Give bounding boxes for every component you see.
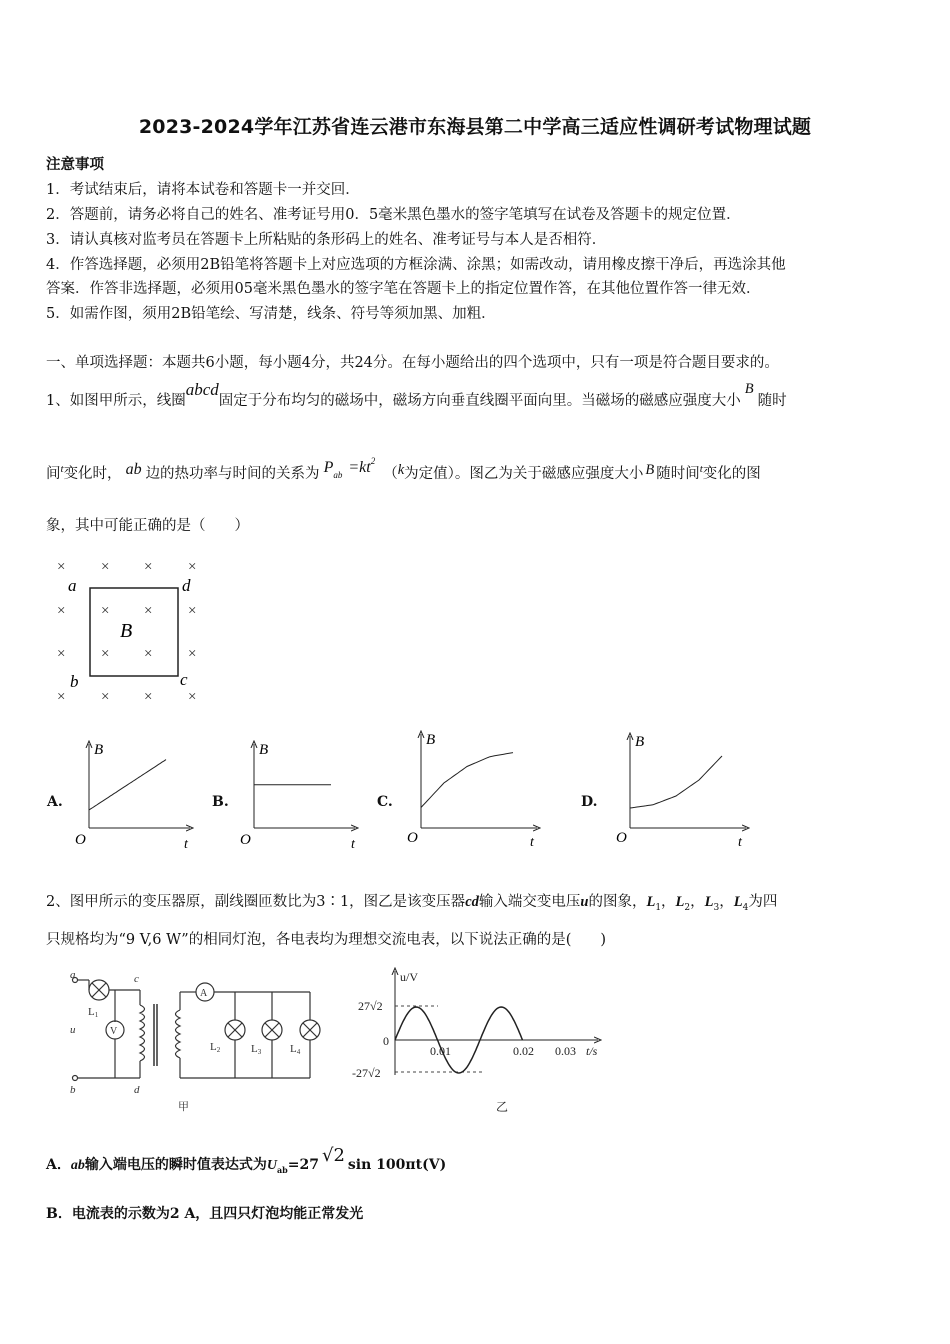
svg-text:d: d [134,1084,140,1096]
notice-item: 2．答题前，请务必将自己的姓名、准考证号用0．5毫米黑色墨水的签字笔填写在试卷及答题卡的规定位置． [46,207,741,223]
cross-mark: × [101,603,110,619]
graph-c[interactable] [404,728,544,850]
notice-heading: 注意事项 [46,156,104,173]
graph-a[interactable] [72,738,197,850]
axis-label-y: B [94,742,104,758]
svg-text:L2: L2 [210,1041,221,1054]
figure-caption-yi: 乙 [496,1100,509,1114]
option-a-label[interactable]: A. [47,794,63,810]
axis-label-y: B [426,732,436,748]
notice-item: 5．如需作图，须用2B铅笔绘、写清楚，线条、符号等须加黑、加粗． [46,306,496,322]
voltage-graph [350,965,620,1120]
y-axis-label: u/V [400,970,418,984]
svg-text:a: a [70,970,76,981]
corner-a: a [68,576,77,595]
transformer-circuit [60,970,360,1115]
curve-a [89,760,166,810]
q1-line2: 间$^t$变化时， ab 边的热功率与时间的关系为 Pab $=kt^2(k$为定值）。图乙为关于磁感应强度大小 B 随时间$^t$变化的图 [46,456,761,482]
q2-option-b[interactable]: B．电流表的示数为2 A，且四只灯泡均能正常发光 [46,1206,364,1222]
svg-text:L3: L3 [251,1043,262,1056]
q1-line1: 1、如图甲所示，线圈abcd固定于分布均匀的磁场中，磁场方向垂直线圈平面向里。当磁场的磁感应强度大小B随时 [46,380,787,409]
tick-label: 0.03 [555,1044,576,1058]
section-heading: 一、单项选择题：本题共6小题，每小题4分，共24分。在每小题给出的四个选项中，只有一项是符合题目要求的。 [46,355,779,371]
axis-label-x: t [530,835,534,850]
cross-mark: × [57,646,66,662]
notice-item: 4．作答选择题，必须用2B铅笔将答题卡上对应选项的方框涂满、涂黑；如需改动，请用橡皮擦干净后，再选涂其他 [46,257,786,273]
cross-mark: × [188,603,197,619]
coil-field-figure [48,555,218,705]
svg-text:A: A [200,988,208,999]
x-axis-label: t/s [586,1044,598,1058]
cross-mark: × [144,689,153,705]
ymax-label: 27√2 [358,999,383,1013]
svg-text:b: b [70,1084,76,1096]
cross-mark: × [57,603,66,619]
q2-line1: 2、图甲所示的变压器原，副线圈匝数比为3∶1，图乙是该变压器cd输入端交变电压u的图象，$L_1$，$L_2$，$L_3$，$L_4$为四 [46,894,778,913]
cross-mark: × [57,689,66,705]
option-b-label[interactable]: B. [212,794,229,810]
secondary-coil [176,1010,181,1058]
cross-mark: × [144,603,153,619]
q2-option-a[interactable]: A．ab输入端电压的瞬时值表达式为$U_{ab}=27$ √2 sin 100πt(V) [46,1145,447,1175]
option-c-label[interactable]: C. [377,794,393,810]
curve-c [421,753,513,808]
axis-label-x: t [738,835,742,850]
cross-mark: × [144,559,153,575]
q2-line2: 只规格均为“9 V,6 W”的相同灯泡，各电表均为理想交流电表，以下说法正确的是( ) [46,932,607,948]
svg-text:u: u [70,1024,76,1036]
field-B-label: B [120,620,133,642]
cross-mark: × [188,559,197,575]
primary-coil [140,1005,145,1061]
cross-mark: × [101,559,110,575]
cross-mark: × [188,646,197,662]
svg-text:V: V [110,1026,118,1037]
notice-item: 答案．作答非选择题，必须用05毫米黑色墨水的签字笔在答题卡上的指定位置作答，在其他位置作答一律无效． [46,281,761,297]
page-title: 2023-2024学年江苏省连云港市东海县第二中学高三适应性调研考试物理试题 [138,116,812,138]
origin-label: O [75,832,86,848]
axis-label-y: B [635,734,645,750]
origin-label: 0 [383,1034,389,1048]
corner-b: b [70,672,79,691]
origin-label: O [407,830,418,846]
svg-text:L1: L1 [88,1006,99,1019]
svg-text:L4: L4 [290,1043,301,1056]
corner-d: d [182,576,191,595]
cross-mark: × [144,646,153,662]
cross-mark: × [101,646,110,662]
figure-caption-jia: 甲 [178,1101,189,1113]
graph-d[interactable] [613,730,753,850]
tick-label: 0.01 [430,1044,451,1058]
origin-label: O [240,832,251,848]
curve-d [630,756,722,808]
notice-item: 3．请认真核对监考员在答题卡上所粘贴的条形码上的姓名、准考证号与本人是否相符． [46,232,607,248]
axis-label-y: B [259,742,269,758]
svg-text:c: c [134,973,139,985]
graph-b[interactable] [237,738,362,850]
axis-label-x: t [184,837,188,850]
tick-label: 0.02 [513,1044,534,1058]
corner-c: c [180,670,188,689]
cross-mark: × [101,689,110,705]
axis-label-x: t [351,837,355,850]
origin-label: O [616,830,627,846]
coil-square [90,588,178,676]
q1-line3: 象，其中可能正确的是（ ） [46,518,249,534]
notice-item: 1．考试结束后，请将本试卷和答题卡一并交回． [46,182,360,198]
cross-mark: × [57,559,66,575]
cross-mark: × [188,689,197,705]
option-d-label[interactable]: D. [581,794,598,810]
ymin-label: -27√2 [352,1066,381,1080]
